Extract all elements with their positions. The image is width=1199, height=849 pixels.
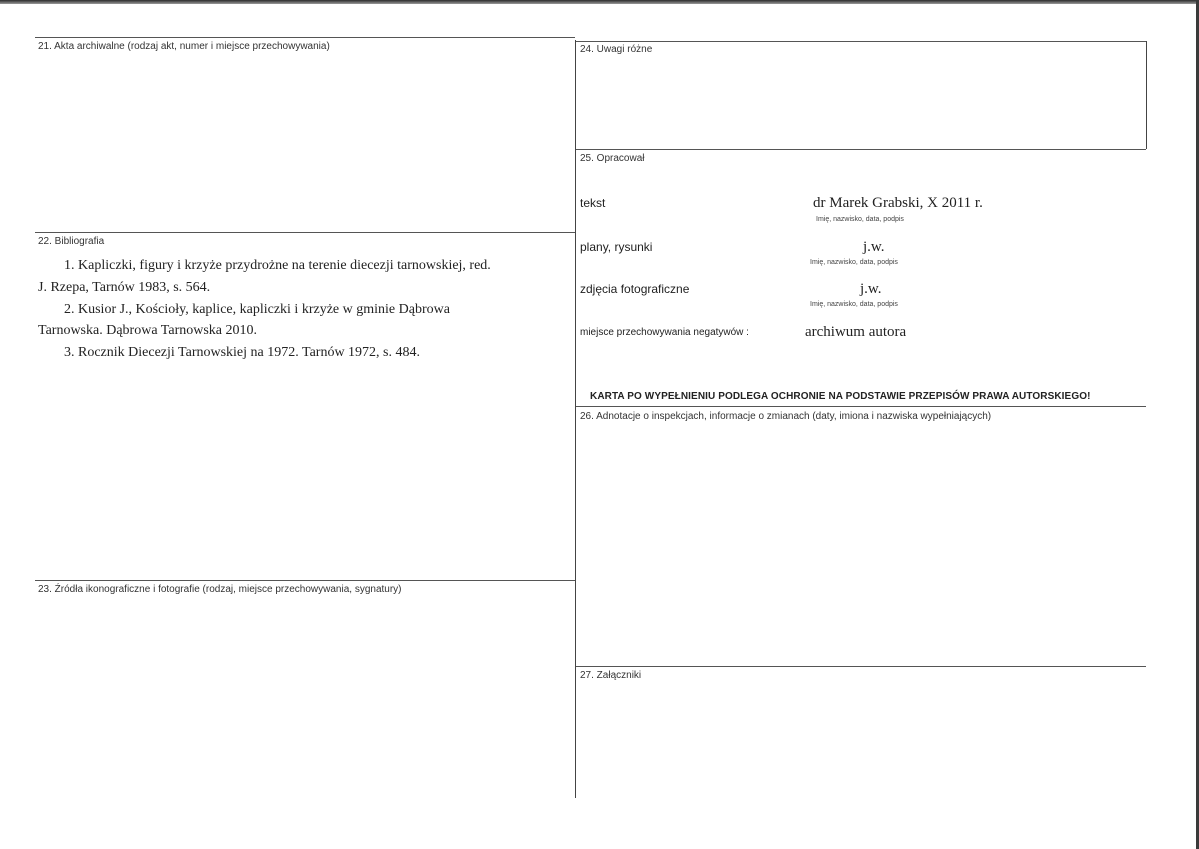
section-25-top-rule <box>576 149 1146 150</box>
section-24-right-border <box>1146 41 1147 149</box>
bibliography-item-2-line2: Tarnowska. Dąbrowa Tarnowska 2010. <box>38 323 258 338</box>
section-24-top-rule <box>576 41 1146 42</box>
section-24-heading: 24. Uwagi różne <box>580 44 653 55</box>
photos-author-label: zdjęcia fotograficzne <box>580 282 690 296</box>
section-22-top-rule <box>35 232 575 233</box>
photos-author-hint: Imię, nazwisko, data, podpis <box>810 301 898 308</box>
section-21-heading: 21. Akta archiwalne (rodzaj akt, numer i miejsce przechowywania) <box>38 41 330 52</box>
text-author-label: tekst <box>580 196 606 210</box>
section-26-heading: 26. Adnotacje o inspekcjach, informacje o zmianach (daty, imiona i nazwiska wypełniających) <box>580 411 992 422</box>
scan-edge-top <box>0 0 1199 4</box>
bibliography-item-1-line2: J. Rzepa, Tarnów 1983, s. 564. <box>38 280 211 295</box>
text-author-value: dr Marek Grabski, X 2011 r. <box>813 195 983 211</box>
section-25-heading: 25. Opracował <box>580 153 645 164</box>
bibliography-item-1-line1: 1. Kapliczki, figury i krzyże przydrożne na terenie diecezji tarnowskiej, red. <box>64 258 491 273</box>
negatives-location-value: archiwum autora <box>805 324 907 340</box>
column-divider <box>575 40 576 798</box>
section-27-heading: 27. Załączniki <box>580 670 642 681</box>
section-26-top-rule <box>576 406 1146 407</box>
plans-author-value: j.w. <box>863 239 885 255</box>
section-23-top-rule <box>35 580 575 581</box>
text-author-hint: Imię, nazwisko, data, podpis <box>816 216 904 223</box>
section-21-top-rule <box>35 37 575 38</box>
section-23-heading: 23. Źródła ikonograficzne i fotografie (rodzaj, miejsce przechowywania, sygnatury) <box>38 584 402 595</box>
section-27-top-rule <box>576 666 1146 667</box>
plans-author-label: plany, rysunki <box>580 240 653 254</box>
bibliography-item-2-line1: 2. Kusior J., Kościoły, kaplice, kapliczki i krzyże w gminie Dąbrowa <box>64 302 450 317</box>
bibliography-item-3-line1: 3. Rocznik Diecezji Tarnowskiej na 1972. Tarnów 1972, s. 484. <box>64 345 421 360</box>
copyright-notice: KARTA PO WYPEŁNIENIU PODLEGA OCHRONIE NA PODSTAWIE PRZEPISÓW PRAWA AUTORSKIEGO! <box>590 391 1091 402</box>
photos-author-value: j.w. <box>860 281 882 297</box>
negatives-location-label: miejsce przechowywania negatywów : <box>580 327 749 338</box>
section-22-heading: 22. Bibliografia <box>38 236 105 247</box>
plans-author-hint: Imię, nazwisko, data, podpis <box>810 259 898 266</box>
